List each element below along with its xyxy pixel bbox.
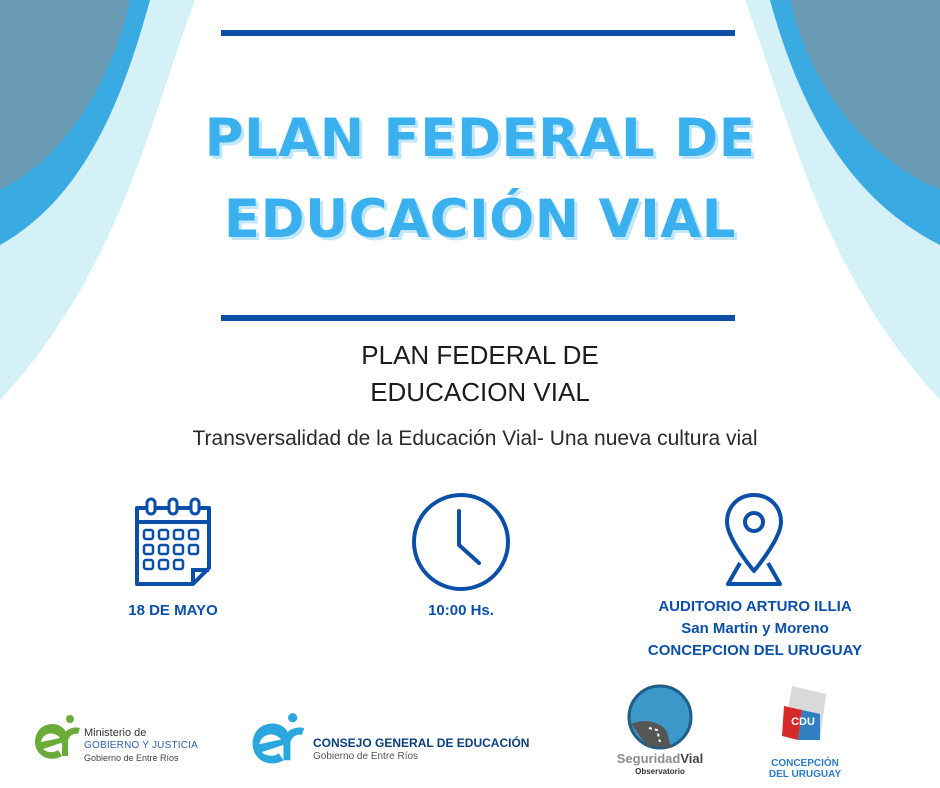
seguridad-vial-wordmark [610, 751, 710, 766]
ministerio-line-3: Gobierno de Entre Ríos [84, 753, 179, 763]
title-line-2: EDUCACIÓN VIAL [223, 189, 737, 250]
clock-icon [410, 491, 512, 593]
bottom-divider [221, 315, 735, 321]
subtitle-line-2: EDUCACION VIAL [370, 377, 590, 407]
title-line-1: PLAN FEDERAL DE [204, 108, 756, 169]
cdu-line-2: DEL URUGUAY [768, 769, 842, 780]
cdu-crest-icon [780, 684, 830, 744]
tagline: Transversalidad de la Educación Vial- Una nueva cultura vial [192, 427, 758, 450]
cge-logo [234, 712, 534, 774]
location-pin-icon [722, 491, 786, 587]
er-mark-blue-icon [234, 712, 310, 774]
event-date: 18 DE MAYO [128, 602, 218, 619]
cge-line-1: CONSEJO GENERAL DE EDUCACIÓN [313, 736, 530, 750]
top-divider [221, 30, 735, 36]
venue-city: CONCEPCION DEL URUGUAY [647, 642, 863, 659]
cdu-line-1: CONCEPCIÓN [771, 758, 839, 769]
cdu-logo [760, 684, 850, 780]
ministerio-line-2: GOBIERNO Y JUSTICIA [84, 740, 199, 751]
subtitle-line-1: PLAN FEDERAL DE [361, 340, 599, 370]
ministerio-line-1: Ministerio de [84, 727, 147, 739]
calendar-icon [131, 496, 215, 588]
seguridad-vial-word-1: Seguridad [616, 751, 681, 766]
venue-address: San Martin y Moreno [681, 620, 829, 637]
venue-name: AUDITORIO ARTURO ILLIA [658, 598, 852, 615]
seguridad-vial-logo [610, 684, 710, 780]
road-icon [627, 684, 693, 750]
cdu-mark: CDU [791, 716, 815, 728]
er-mark-green-icon [22, 714, 82, 768]
cge-line-2: Gobierno de Entre Ríos [313, 751, 419, 762]
seguridad-vial-word-2: Vial [680, 751, 704, 766]
event-time: 10:00 Hs. [428, 602, 494, 619]
seguridad-vial-line-2: Observatorio [635, 767, 685, 776]
ministerio-logo [22, 712, 202, 772]
